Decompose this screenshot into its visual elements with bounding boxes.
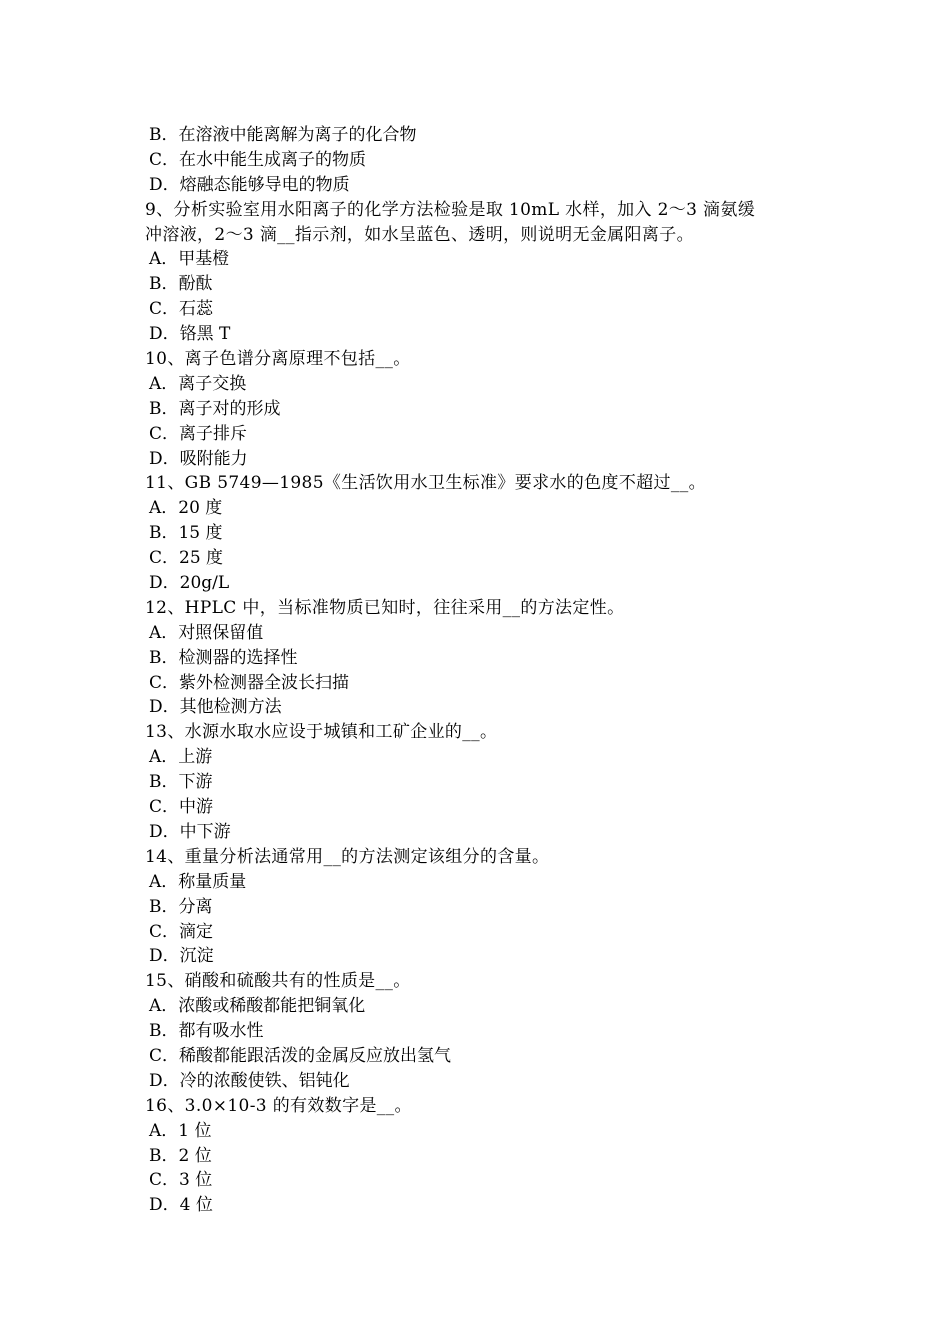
answer-option: A．浓酸或稀酸都能把铜氧化 (149, 996, 366, 1017)
question-text-continued: 冲溶液，2～3 滴__指示剂，如水呈蓝色、透明，则说明无金属阳离子。 (145, 224, 694, 245)
answer-option: C．稀酸都能跟活泼的金属反应放出氢气 (149, 1045, 452, 1066)
answer-option: D．沉淀 (149, 946, 214, 967)
answer-option: B．下游 (149, 772, 213, 793)
answer-option: D．4 位 (149, 1195, 213, 1216)
answer-option: C．滴定 (149, 921, 214, 942)
question-text: 15、硝酸和硫酸共有的性质是__。 (145, 971, 411, 992)
answer-option: A．称量质量 (149, 871, 247, 892)
answer-option: C．3 位 (149, 1170, 213, 1191)
answer-option: D．中下游 (149, 821, 231, 842)
answer-option: B．酚酞 (149, 274, 213, 295)
answer-option: B．2 位 (149, 1145, 212, 1166)
answer-option: C．中游 (149, 797, 214, 818)
question-text: 16、3.0×10-3 的有效数字是__。 (145, 1095, 412, 1116)
question-text: 13、水源水取水应设于城镇和工矿企业的__。 (145, 722, 498, 743)
answer-option: D．其他检测方法 (149, 697, 282, 718)
question-text: 12、HPLC 中，当标准物质已知时，往往采用__的方法定性。 (145, 597, 625, 618)
answer-option: A．上游 (149, 747, 213, 768)
answer-option: C．紫外检测器全波长扫描 (149, 672, 350, 693)
answer-option: C．石蕊 (149, 299, 214, 320)
answer-option: A．离子交换 (149, 373, 247, 394)
answer-option: B．离子对的形成 (149, 398, 281, 419)
answer-option: A．对照保留值 (149, 622, 264, 643)
question-text: 9、分析实验室用水阳离子的化学方法检验是取 10mL 水样，加入 2～3 滴氨缓 (145, 199, 756, 220)
answer-option: D．冷的浓酸使铁、铝钝化 (149, 1070, 350, 1091)
answer-option: D．铬黑 T (149, 324, 231, 345)
answer-option: A．1 位 (149, 1120, 212, 1141)
question-text: 14、重量分析法通常用__的方法测定该组分的含量。 (145, 846, 550, 867)
answer-option: D．熔融态能够导电的物质 (149, 174, 350, 195)
answer-option: B．都有吸水性 (149, 1021, 264, 1042)
document-page (145, 123, 815, 1218)
answer-option: C．离子排斥 (149, 423, 248, 444)
answer-option: B．15 度 (149, 523, 223, 544)
answer-option: A．甲基橙 (149, 249, 230, 270)
question-text: 10、离子色谱分离原理不包括__。 (145, 349, 411, 370)
answer-option: D．20g/L (149, 573, 230, 594)
answer-option: B．在溶液中能离解为离子的化合物 (149, 125, 417, 145)
answer-option: C．在水中能生成离子的物质 (149, 149, 367, 170)
answer-option: C．25 度 (149, 548, 224, 569)
answer-option: B．检测器的选择性 (149, 647, 298, 668)
question-text: 11、GB 5749—1985《生活饮用水卫生标准》要求水的色度不超过__。 (145, 473, 706, 494)
answer-option: D．吸附能力 (149, 448, 248, 469)
answer-option: A．20 度 (149, 498, 223, 519)
answer-option: B．分离 (149, 896, 213, 917)
